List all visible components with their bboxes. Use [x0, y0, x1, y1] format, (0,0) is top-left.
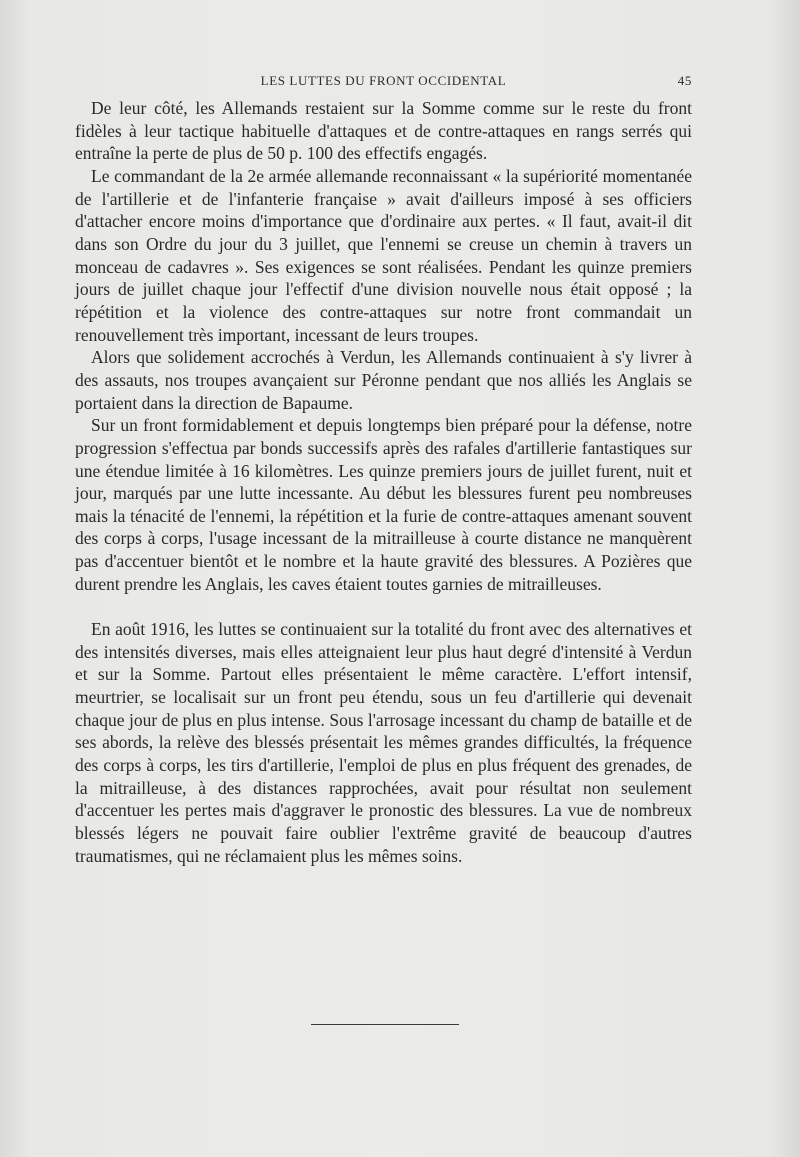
page-number: 45 — [677, 73, 692, 88]
paragraph: En août 1916, les luttes se continuaient sur la totalité du front avec des alternatives et des intensités diverses, mais elles atteignaient leur plus haut degré d'intensité à Verdun et sur la Somme. Partout elles présentaient le même caractère. L'effort intensif, meurtrier, se localisait sur un front peu étendu, sous un feu d'artillerie qui devenait chaque jour de plus en plus intense. Sous l'arrosage incessant du champ de bataille et de ses abords, la relève des blessés présentait les mêmes grandes difficultés, la fréquence des corps à corps, les tirs d'artillerie, l'emploi de plus en plus fréquent des grenades, de la mitrailleuse, à des distances rapprochées, avait pour résultat non seulement d'accentuer les pertes mais d'aggraver le pronostic des blessures. La vue de nombreux blessés légers ne pouvait faire oublier l'extrême gravité de beaucoup d'autres traumatismes, qui ne réclamaient plus les mêmes soins. — [75, 619, 692, 866]
paragraph: De leur côté, les Allemands restaient sur la Somme comme sur le reste du front fidèles à leur tactique habituelle d'attaques et de contre-attaques en rangs serrés qui entraîne la perte de plus de 50 p. 100 des effectifs engagés. — [75, 98, 692, 164]
paragraph: Le commandant de la 2e armée allemande reconnaissant « la supériorité momentanée de l'artillerie et de l'infanterie française » avait d'ailleurs imposé à ses officiers d'attacher encore moins d'importance que d'ordinaire aux pertes. « Il faut, avait-il dit dans son Ordre du jour du 3 juillet, que l'ennemi se creuse un chemin à travers un monceau de cadavres ». Ses exigences se sont réalisées. Pendant les quinze premiers jours de juillet chaque jour l'effectif d'une division nouvelle nous était opposé ; la répétition et la violence des contre-attaques sur notre front commandait un renouvellement très important, incessant de leurs troupes. — [75, 165, 692, 345]
body-text — [75, 97, 692, 867]
running-head — [75, 73, 692, 93]
end-rule — [311, 1024, 459, 1025]
paragraph: Sur un front formidablement et depuis longtemps bien préparé pour la défense, notre progression s'effectua par bonds successifs après des rafales d'artillerie fantastiques sur une étendue limitée à 16 kilomètres. Les quinze premiers jours de juillet furent, nuit et jour, marqués par une lutte incessante. Au début les blessures furent peu nombreuses mais la ténacité de l'ennemi, la répétition et la furie de contre-attaques amenant souvent des corps à corps, l'usage incessant de la mitrailleuse à courte distance ne manquèrent pas d'accentuer bientôt et le nombre et la haute gravité des blessures. A Pozières que durent prendre les Anglais, les caves étaient toutes garnies de mitrailleuses. — [75, 415, 692, 594]
paragraph: Alors que solidement accrochés à Verdun, les Allemands continuaient à s'y livrer à des assauts, nos troupes avançaient sur Péronne pendant que nos alliés les Anglais se portaient dans la direction de Bapaume. — [75, 347, 692, 413]
running-title: LES LUTTES DU FRONT OCCIDENTAL — [260, 73, 507, 88]
